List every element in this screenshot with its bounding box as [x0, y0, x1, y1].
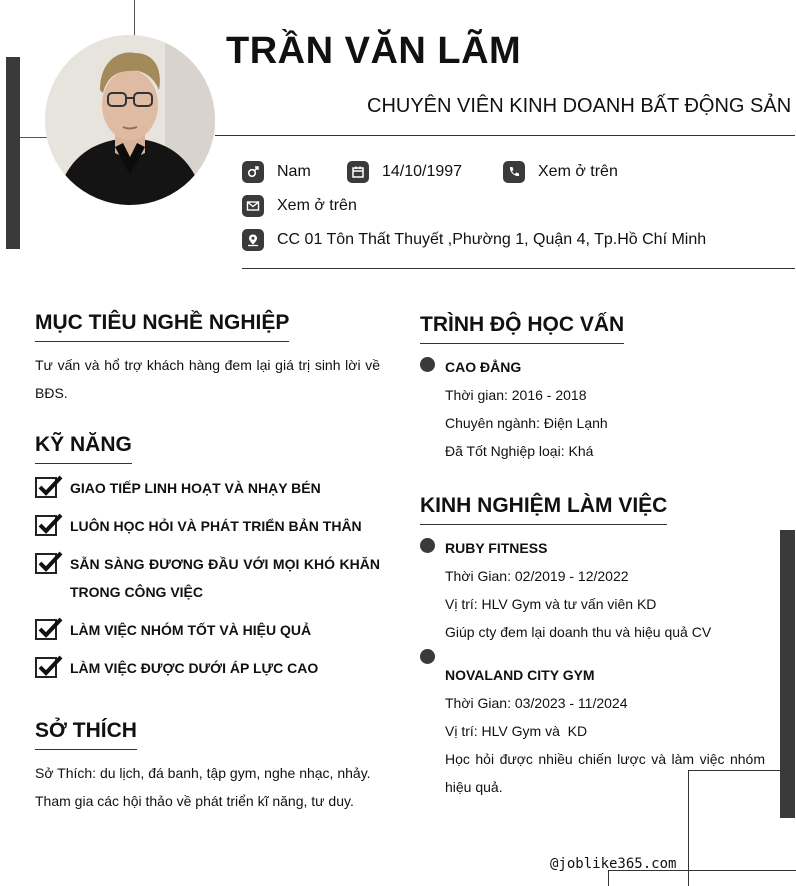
bullet-dot: [420, 357, 435, 372]
checkbox-icon: [35, 655, 63, 679]
profile-photo: [45, 35, 215, 205]
birthday-value: 14/10/1997: [382, 163, 463, 180]
education-time: Thời gian: 2016 - 2018: [445, 387, 587, 403]
bullet-dot: [420, 649, 435, 664]
skill-label: GIAO TIẾP LINH HOẠT VÀ NHẠY BÉN: [70, 480, 321, 496]
hobbies-line: Tham gia các hội thảo về phát triển kĩ năng, tư duy.: [35, 793, 354, 809]
skill-item: [35, 654, 380, 682]
decor-corner-frame-small: [608, 870, 796, 886]
contact-email: [242, 195, 357, 217]
mail-icon: [242, 195, 264, 217]
education-heading: TRÌNH ĐỘ HỌC VẤN: [420, 313, 624, 344]
skills-list: [35, 474, 380, 682]
job-time: Thời Gian: 02/2019 - 12/2022: [445, 568, 629, 584]
education-school: CAO ĐẲNG: [445, 359, 522, 375]
gender-icon: [242, 161, 264, 183]
gender-value: Nam: [277, 163, 311, 180]
job-desc: Học hỏi được nhiều chiến lược và làm việc nhóm hiệu quả.: [445, 751, 765, 795]
job-time: Thời Gian: 03/2023 - 11/2024: [445, 695, 628, 711]
objective-text: Tư vấn và hổ trợ khách hàng đem lại giá trị sinh lời về BĐS.: [35, 357, 380, 401]
hobbies-heading: SỞ THÍCH: [35, 719, 137, 750]
checkbox-icon: [35, 551, 63, 575]
decor-bar-left: [6, 57, 20, 249]
candidate-name: TRẦN VĂN LÃM: [226, 30, 522, 72]
job-desc: Giúp cty đem lại doanh thu và hiệu quả CV: [445, 624, 712, 640]
education-result: Đã Tốt Nghiệp loại: Khá: [445, 443, 594, 459]
decor-line-top: [134, 0, 135, 38]
skills-heading: KỸ NĂNG: [35, 433, 132, 464]
objective-heading: MỤC TIÊU NGHỀ NGHIỆP: [35, 311, 289, 342]
watermark: @joblike365.com: [550, 856, 677, 872]
bullet-dot: [420, 538, 435, 553]
decor-line-photo: [20, 137, 50, 138]
skill-label: LÀM VIỆC NHÓM TỐT VÀ HIỆU QUẢ: [70, 622, 312, 638]
divider: [215, 135, 795, 136]
skill-item: [35, 474, 380, 502]
skill-item: [35, 616, 380, 644]
skill-label: SẴN SÀNG ĐƯƠNG ĐẦU VỚI MỌI KHÓ KHĂN TRONG CÔNG VIỆC: [70, 556, 380, 600]
email-value: Xem ở trên: [277, 197, 357, 214]
education-major: Chuyên ngành: Điện Lạnh: [445, 415, 608, 431]
job-title: CHUYÊN VIÊN KINH DOANH BẤT ĐỘNG SẢN: [367, 95, 792, 117]
job-position: Vị trí: HLV Gym và KD: [445, 723, 588, 739]
calendar-icon: [347, 161, 369, 183]
address-value: CC 01 Tôn Thất Thuyết ,Phường 1, Quận 4, Tp.Hồ Chí Minh: [277, 231, 707, 248]
experience-heading: KINH NGHIỆM LÀM VIỆC: [420, 494, 667, 525]
checkbox-icon: [35, 617, 63, 641]
decor-bar-right: [780, 530, 795, 818]
phone-value: Xem ở trên: [538, 163, 618, 180]
skill-label: LÀM VIỆC ĐƯỢC DƯỚI ÁP LỰC CAO: [70, 660, 319, 676]
hobbies-line: Sở Thích: du lịch, đá banh, tập gym, nghe nhạc, nhảy.: [35, 765, 371, 781]
skill-label: LUÔN HỌC HỎI VÀ PHÁT TRIỂN BẢN THÂN: [70, 518, 362, 534]
location-icon: [242, 229, 264, 251]
skill-item: [35, 550, 380, 606]
job-position: Vị trí: HLV Gym và tư vấn viên KD: [445, 596, 657, 612]
phone-icon: [503, 161, 525, 183]
contact-phone: [503, 161, 618, 183]
contact-birthday: [347, 161, 462, 183]
contact-gender: [242, 161, 311, 183]
checkbox-icon: [35, 513, 63, 537]
divider: [242, 268, 795, 269]
contact-address: [242, 229, 706, 251]
job-company: NOVALAND CITY GYM: [445, 667, 595, 683]
checkbox-icon: [35, 475, 63, 499]
job-company: RUBY FITNESS: [445, 540, 548, 556]
skill-item: [35, 512, 380, 540]
